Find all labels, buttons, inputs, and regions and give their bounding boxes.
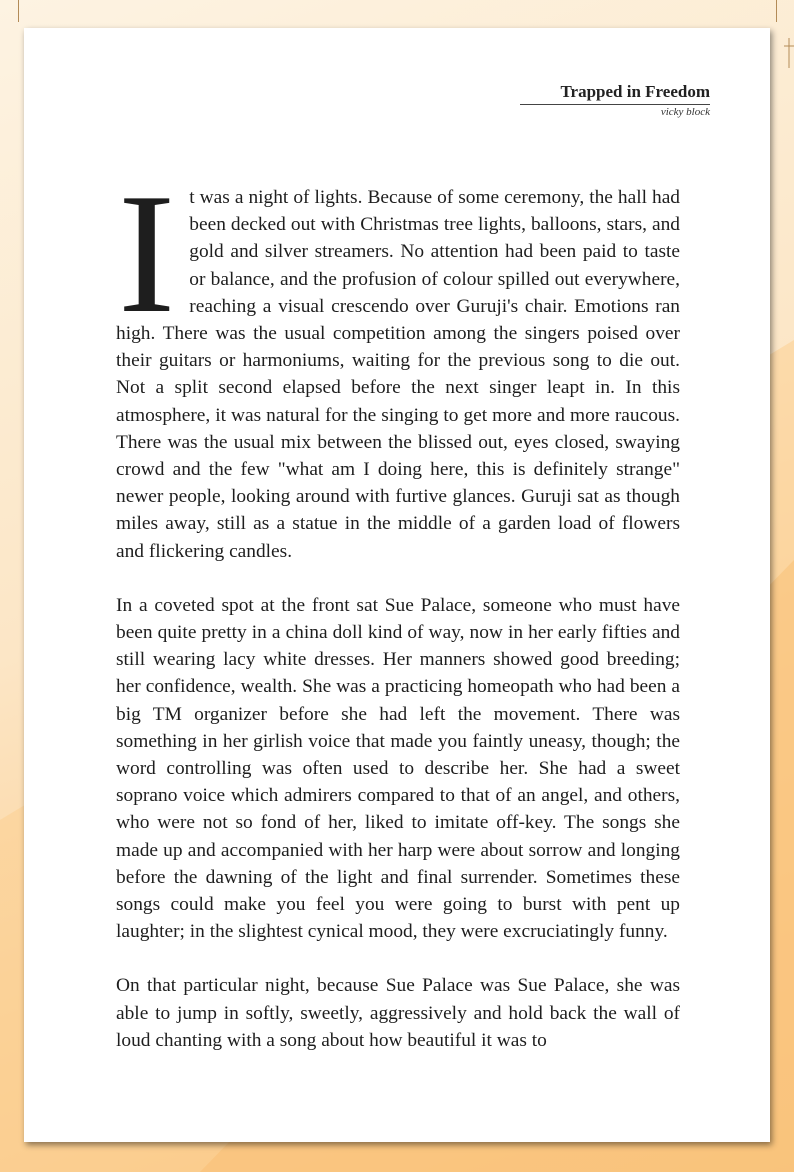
- drop-cap: I: [118, 159, 176, 349]
- crop-mark-side: [784, 38, 794, 68]
- paragraph-3: On that particular night, because Sue Palace was Sue Palace, she was able to jump in softly, sweetly, aggressively and hold back the wall of loud chanting with a song about how beautiful it was to: [116, 975, 680, 1051]
- page-body: [116, 159, 680, 1081]
- paragraph-1: [116, 159, 680, 565]
- author-name: vicky block: [660, 106, 710, 118]
- running-header: [520, 82, 710, 118]
- paragraph-1-text: t was a night of lights. Because of some ceremony, the hall had been decked out with Christmas tree lights, balloons, stars, and gold and silver streamers. No attention had been paid to taste or balance, and the profusion of colour spilled out everywhere, reaching a visual crescendo over Guruji's chair. Emotions ran high. There was the usual competition among the singers poised over their guitars or harmoniums, waiting for the previous song to die out. Not a split second elapsed before the next singer leapt in. In this atmosphere, it was natural for the singing to get more and more raucous. There was the usual mix between the blissed out, eyes closed, swaying crowd and the few "what am I doing here, this is definitely strange" newer people, looking around with furtive glances. Guruji sat as though miles away, still as a statue in the middle of a garden load of flowers and flickering candles.: [116, 187, 680, 562]
- book-page: [24, 28, 770, 1142]
- book-title: Trapped in Freedom: [520, 82, 710, 105]
- crop-mark-right: [776, 0, 777, 22]
- paragraph-2: In a coveted spot at the front sat Sue Palace, someone who must have been quite pretty in a china doll kind of way, now in her early fifties and still wearing lacy white dresses. Her manners showed good breeding; her confidence, wealth. She was a practicing homeopath who had been a big TM organizer before she had left the movement. There was something in her girlish voice that made you faintly uneasy, though; the word controlling was often used to describe her. She had a sweet soprano voice which admirers compared to that of an angel, and others, who were not so fond of her, liked to imitate off-key. The songs she made up and accompanied with her harp were about sorrow and longing before the dawning of the light and final surrender. Sometimes these songs could make you feel you were going to burst with pent up laughter; in the slightest cynical mood, they were excruciatingly funny.: [116, 594, 680, 943]
- crop-mark-left: [18, 0, 19, 22]
